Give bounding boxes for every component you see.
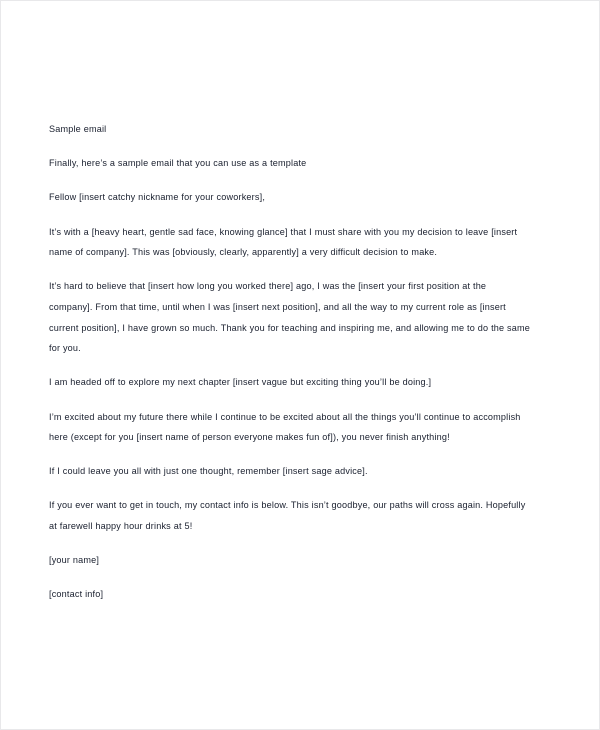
document-body xyxy=(49,119,531,605)
body-paragraph-4: I’m excited about my future there while I continue to be excited about all the things you’ll continue to accomplish here (except for you [insert name of person everyone makes fun of]), you never finish anything! xyxy=(49,411,521,443)
signature-name-placeholder: [your name] xyxy=(49,555,100,566)
salutation-paragraph: Fellow [insert catchy nickname for your coworkers], xyxy=(49,192,266,203)
body-paragraph-2: It’s hard to believe that [insert how long you worked there] ago, I was the [insert your first position at the company]. From that time, until when I was [insert next position], and all the way to my current role as [insert current position], I have grown so much. Thank you for teaching and inspiring me, and allowing me to do the same for you. xyxy=(49,281,531,354)
body-paragraph-3: I am headed off to explore my next chapter [insert vague but exciting thing you’ll be doing.] xyxy=(49,377,432,388)
signature-contact-placeholder: [contact info] xyxy=(49,589,104,600)
document-heading: Sample email xyxy=(49,124,107,134)
body-paragraph-1: It’s with a [heavy heart, gentle sad face, knowing glance] that I must share with you my decision to leave [insert name of company]. This was [obviously, clearly, apparently] a very difficult decision to make. xyxy=(49,226,518,258)
body-paragraph-6: If you ever want to get in touch, my contact info is below. This isn’t goodbye, our paths will cross again. Hopefully at farewell happy hour drinks at 5! xyxy=(49,500,526,532)
body-paragraph-5: If I could leave you all with just one thought, remember [insert sage advice]. xyxy=(49,466,368,477)
intro-paragraph: Finally, here’s a sample email that you can use as a template xyxy=(49,158,307,169)
